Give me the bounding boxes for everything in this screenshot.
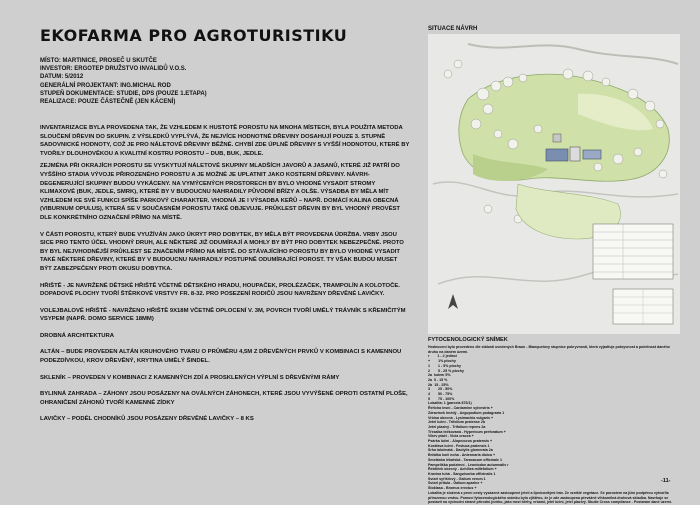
paragraph-volleyball: VOLEJBALOVÉ HŘIŠTĚ - NAVRŽENO HŘIŠTĚ 9X18M VČETNĚ OPLOCENÍ V. 3M, POVRCH TVOŘÍ UMĚLÝ TRÁVNÍK S KŘEMIČITÝM VSYPEM (NAPŘ. DOMO SERVICE 18MM) (40, 307, 406, 323)
section-heading: DROBNÁ ARCHITEKTURA (40, 332, 115, 339)
species-item: Srha laločnatá - Dactylis glomerata 2a (428, 448, 493, 453)
paragraph-gazebo: ALTÁN – BUDE PROVEDEN ALTÁN KRUHOVÉHO TVARU O PRŮMĚRU 4,5M Z DŘEVĚNÝCH PRVKŮ V KOMBINACI S KAMENNOU PODEZDÍVKOU, KROV DŘEVĚNÝ, KRYTINA UMĚLÝ ŠINDEL. (40, 349, 402, 365)
scale-item: 2a kolem 5% (428, 373, 451, 378)
species-item: Řebříček obecný - Achillea millefolium + (428, 467, 497, 472)
paragraph-herb-garden: BYLINNÁ ZAHRADA – ZÁHONY JSOU POSÁZENY NA OVÁLNÝCH ZÁHONECH, KTERÉ JSOU VYVÝŠENÉ OPROTI OSTATNÍ PLOŠE, OHRANIČENÍ ZÁHONŮ TVOŘÍ KAMENNÉ ZÍDKY (40, 391, 408, 406)
paragraph-greenhouse: SKLENÍK – PROVEDEN V KOMBINACI Z KAMENNÝCH ZDÍ A PROSKLENÝCH VÝPLNÍ S DŘEVĚNÝMI RÁMY (40, 374, 340, 381)
scale-item: 2 5 - 25 % plochy (428, 368, 464, 373)
paragraph-benches: LAVIČKY – PODÉL CHODNÍKŮ JSOU POSÁZENY DŘEVĚNÉ LAVIČKY – 8 KS (40, 416, 254, 423)
scale-item: r 1 - 2 jedinci (428, 354, 457, 359)
species-item: Brčálka kočí noha - Antennaria dioica + (428, 453, 496, 458)
scale-item: 2b 15 - 25% (428, 382, 449, 387)
phyto-outro: Lokalita je složená z první cesty vysázené zastoupené jetelí a lipnicovitými tráv. Ze vzniklé vegetace. Se porostem na jižní podpěrou vytvořila přirozenou vrstvu. Pomocí fytocenologického snímku bylo zjištěno, že je zde zastoupena převážně vlhkomilná druhová skladba. Navrhuje se postavit na východní straně přírodní jezírko, jako mezi břehy, vrbami, jetel luční, jetel plazivý. Studie Cross compliance - Postarání dané území. (428, 490, 672, 505)
phyto-title: FYTOCENOLOGICKÝ SNÍMEK (428, 337, 508, 343)
species-item: Stoklasa - Bromus erectus + (428, 486, 477, 491)
paragraph-playground: HŘIŠTĚ - JE NAVRŽENÉ DĚTSKÉ HŘIŠTĚ VČETNĚ DĚTSKÉHO HRADU, HOUPAČEK, PROLÉZAČEK, TRAMPOLÍN A KOLOTOČE. DOPADOVÉ PLOCHY TVOŘÍ ŠTĚRKOVÉ VRSTVY FR. 8-32. PRO POSEZENÍ RODIČŮ JSOU NAVRŽENY DŘEVĚNÉ LAVIČKY. (40, 282, 400, 298)
species-item: Psárka luční - Alopecurus pratensis + (428, 439, 493, 444)
meta-stage: STUPEŇ DOKUMENTACE: STUDIE, DPS (POUZE 1.ETAPA) (40, 90, 207, 97)
species-item: Svízel syřišťový - Galium verum 1 (428, 476, 486, 481)
scale-item: 2a 5 - 15 % (428, 377, 448, 382)
site-plan-drawing (428, 34, 680, 334)
scale-item: 5 75 - 100% (428, 396, 455, 401)
species-item: Vikev ptačí - Vicia cracca + (428, 434, 474, 439)
species-item: Zdravínek hnědý - Aegopodium podagraria 1 (428, 410, 505, 415)
species-item: Jetel luční - Trifolium pratense 2b (428, 420, 486, 425)
meta-investor: INVESTOR: ERGOTEP DRUŽSTVO INVALIDŮ V.O.S. (40, 66, 187, 73)
phyto-location: Lokalita: 1 (parcela 876/1) (428, 401, 472, 406)
site-plan (428, 34, 680, 334)
page-number: -11- (661, 478, 671, 484)
species-item: Kostřava luční - Festuca pratensis 1 (428, 443, 490, 448)
description-text (40, 124, 410, 432)
species-item: Pampeliška podzimní - Leontodon autumnalis r (428, 462, 509, 467)
species-item: Svízel přítula - Galium aparine + (428, 481, 483, 486)
scale-item: 4 50 - 75% (428, 392, 453, 397)
situation-label: SITUACE NÁVRH (428, 26, 478, 32)
species-item: Smetánka lékařská - Taraxacum officinale 1 (428, 457, 503, 462)
species-item: Řeřicha lesní - Cardamine sylvestris + (428, 406, 493, 411)
species-item: Třezalka tečkovaná - Hypericum perforatum + (428, 429, 506, 434)
project-meta (40, 57, 400, 106)
species-item: Vrbina obecná - Lysimachia vulgaris + (428, 415, 494, 420)
meta-location: MÍSTO: MARTINICE, PROSEČ U SKUTČE (40, 58, 157, 64)
species-item: Jetel plazivý - Trifolium repens 2a (428, 424, 486, 429)
phyto-record (428, 345, 680, 505)
meta-designer: GENERÁLNÍ PROJEKTANT: ING.MICHAL ROD (40, 82, 171, 89)
species-item: Kravina tuhá - Sanguisorba officinalis 1 (428, 471, 496, 476)
paragraph-edges: ZEJMÉNA PŘI OKRAJÍCH POROSTU SE VYSKYTUJÍ NÁLETOVÉ SKUPINY MLADŠÍCH JAVORŮ A JASANŮ, KTERÉ JIŽ PATŘÍ DO VYŠŠÍHO STADIA VÝVOJE PŘIROZENÉHO POROSTU A JE MOŽNÉ JE UPLATNIT JAKO KOSTERNÍ DŘEVINY. NÁVRH- DEGENERUJÍCÍ SKUPINY BUDOU VYKÁCENY. NA VYMÝCENÝCH PROSTORECH BY BYLO VHODNÉ VYSADIT STROMY KLIMAXOVÉ (BUK, JEDLE, SMRK), KTERÉ BY V BUDOUCNU NAHRADILY PŮVODNÍ BŘÍZY A OLŠE. VÝSADBA BY MĚLA MÍT VZHLEDEM KE SVÉ FUNKCI SPÍŠE PARKOVÝ CHARAKTER. VHODNÁ JE I VÝSADBA KEŘŮ – NAPŘ. DOMÁCÍ KALINA OBECNÁ (VIBURNUM OPULUS), KTERÁ SE V SOUČASNÉM POROSTU TAKÉ OBJEVUJE. PRŮKLEST DŘEVIN BY BYL VHODNÝ PROVÉST DLE KONKRÉTNÍHO OZNAČENÍ PŘÍMO NA MÍSTĚ. (40, 163, 401, 221)
page-title: EKOFARMA PRO AGROTURISTIKU (40, 26, 348, 45)
scale-item: + 1% plochy (428, 359, 456, 364)
scale-item: 1 1 - 5% plochy (428, 363, 461, 368)
paragraph-cattle-shelter: V ČÁSTI POROSTU, KTERÝ BUDE VYUŽÍVÁN JAKO ÚKRYT PRO DOBYTEK, BY MĚLA BÝT PROVEDENA ÚDRŽBA. VRBY JSOU SICE PRO TENTO ÚČEL VHODNÝ DRUH, ALE NĚKTERÉ JIŽ ODUMÍRAJÍ A MOHLY BY BÝT PRO DOBYTEK NEBEZPEČNÉ. PROTO BY BYL NEJVHODNĚJŠÍ PRŮKLEST SE ZNAČENÍM PŘÍMO NA MÍSTĚ. DO STÁVAJÍCÍHO POROSTU BY BYLO VHODNÉ VYSADIT TAKÉ NĚKTERÉ DŘEVINY, KTERÉ BY V BUDOUCNU NAHRADILY POSTUPNĚ ODUMÍRAJÍCÍ POROST. TY VŠAK BUDOU MUSET BÝT ZABEZPEČENY PROTI OKUSU DOBYTKA. (40, 231, 404, 272)
meta-date: DATUM: 5/2012 (40, 74, 84, 81)
phyto-intro: Hodnocení bylo provedeno dle stálosti uvedených Braun - Blanquetovy stupnice pokryvnosti, která vyjadřuje pokryvnost a početnost daného druhu na daném území. (428, 345, 670, 354)
paragraph-inventory: INVENTARIZACE BYLA PROVEDENA TAK, ŽE VZHLEDEM K HUSTOTĚ POROSTU NA MNOHA MÍSTECH, BYLA POUŽITA METODA SLOUČENÍ DŘEVIN DO SKUPIN. Z VÝSLEDKŮ VYPLÝVÁ, ŽE NEJVÍCE HODNOTNÉ DŘEVINY DOSAHUJÍ POUZE 3. STUPNĚ SADOVNICKÉ HODNOTY, COŽ JE PRO NÁLETOVÉ DŘEVINY BĚŽNÉ. CHYBÍ ZDE ÚPLNĚ DŘEVINY S VYŠŠÍ HODNOTOU, KTERÉ BY TVOŘILY DLOUHOVĚKOU A KVALITNÍ KOSTRU POROSTU – DUB, BUK, JEDLE. (40, 125, 410, 157)
scale-item: 3 25 - 50% (428, 387, 453, 392)
meta-realization: REALIZACE: POUZE ČÁSTEČNĚ (JEN KÁCENÍ) (40, 99, 176, 106)
